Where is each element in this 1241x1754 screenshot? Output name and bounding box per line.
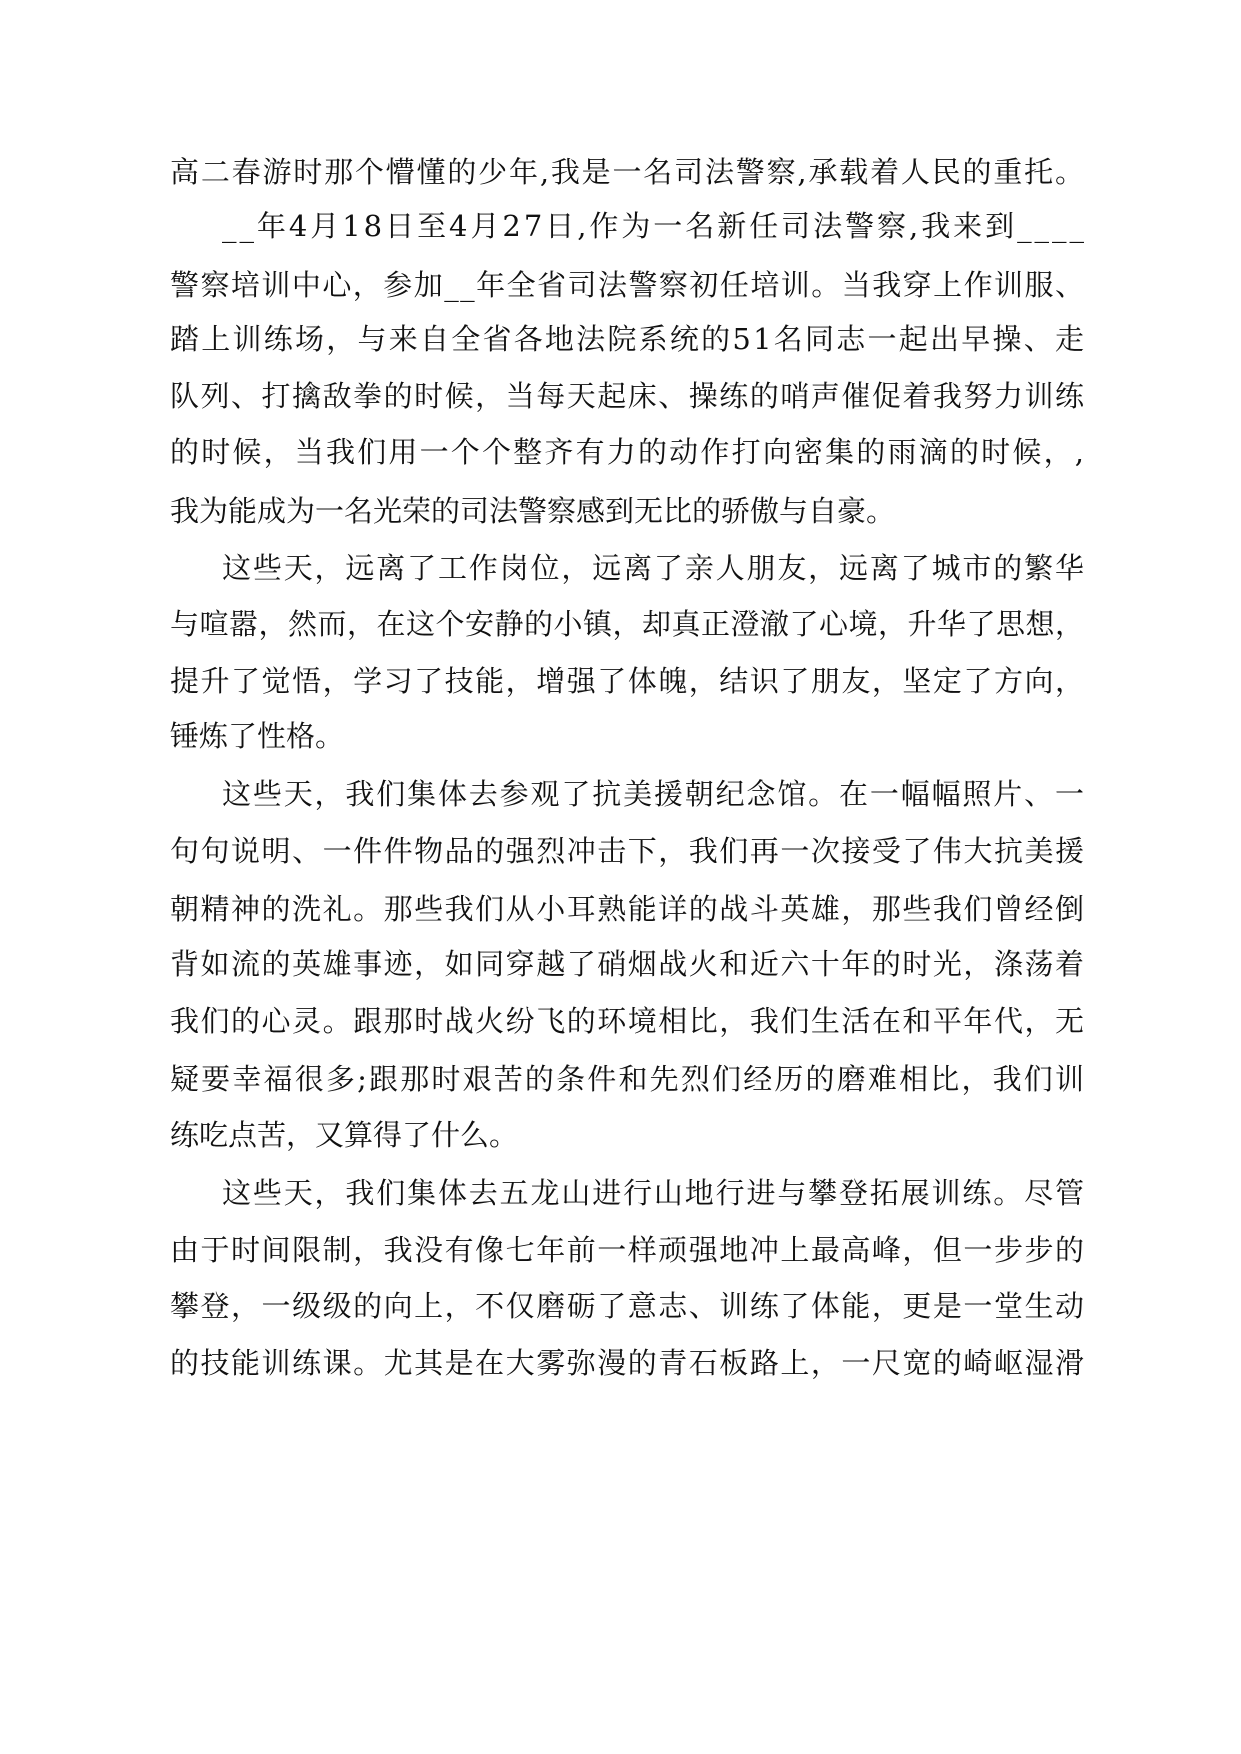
text-line: 疑要幸福很多;跟那时艰苦的条件和先烈们经历的磨难相比，我们训 (170, 1062, 1087, 1096)
text-line: 这些天，我们集体去五龙山进行山地行进与攀登拓展训练。尽管 (222, 1176, 1086, 1210)
text-line: 句句说明、一件件物品的强烈冲击下，我们再一次接受了伟大抗美援 (170, 834, 1086, 868)
text-line: 队列、打擒敌拳的时候，当每天起床、操练的哨声催促着我努力训练 (170, 379, 1086, 413)
text-line: 背如流的英雄事迹，如同穿越了硝烟战火和近六十年的时光，涤荡着 (170, 947, 1086, 981)
text-line: 踏上训练场，与来自全省各地法院系统的51名同志一起出早操、走 (170, 322, 1087, 356)
text-line: 攀登，一级级的向上，不仅磨砺了意志、训练了体能，更是一堂生动 (170, 1289, 1086, 1323)
text-line: 我们的心灵。跟那时战火纷飞的环境相比，我们生活在和平年代，无 (170, 1004, 1086, 1038)
text-line: 我为能成为一名光荣的司法警察感到无比的骄傲与自豪。 (170, 494, 896, 528)
text-line: 这些天，远离了工作岗位，远离了亲人朋友，远离了城市的繁华 (222, 551, 1086, 585)
text-line: 提升了觉悟，学习了技能，增强了体魄，结识了朋友，坚定了方向， (170, 664, 1086, 698)
text-line: 警察培训中心，参加__年全省司法警察初任培训。当我穿上作训服、 (170, 268, 1086, 302)
text-line: 由于时间限制，我没有像七年前一样顽强地冲上最高峰，但一步步的 (170, 1233, 1086, 1267)
text-line: 的时候，当我们用一个个整齐有力的动作打向密集的雨滴的时候，, (170, 435, 1087, 469)
text-line: 朝精神的洗礼。那些我们从小耳熟能详的战斗英雄，那些我们曾经倒 (170, 892, 1086, 926)
text-line: 锤炼了性格。 (170, 719, 345, 753)
text-line: 这些天，我们集体去参观了抗美援朝纪念馆。在一幅幅照片、一 (222, 777, 1086, 811)
text-line: 高二春游时那个懵懂的少年,我是一名司法警察,承载着人民的重托。 (170, 155, 1086, 189)
text-line: 练吃点苦，又算得了什么。 (170, 1118, 519, 1152)
text-line: __年4月18日至4月27日,作为一名新任司法警察,我来到____ (222, 209, 1087, 243)
text-line: 与喧嚣，然而，在这个安静的小镇，却真正澄澈了心境，升华了思想， (170, 607, 1085, 641)
text-line: 的技能训练课。尤其是在大雾弥漫的青石板路上，一尺宽的崎岖湿滑 (170, 1346, 1086, 1380)
